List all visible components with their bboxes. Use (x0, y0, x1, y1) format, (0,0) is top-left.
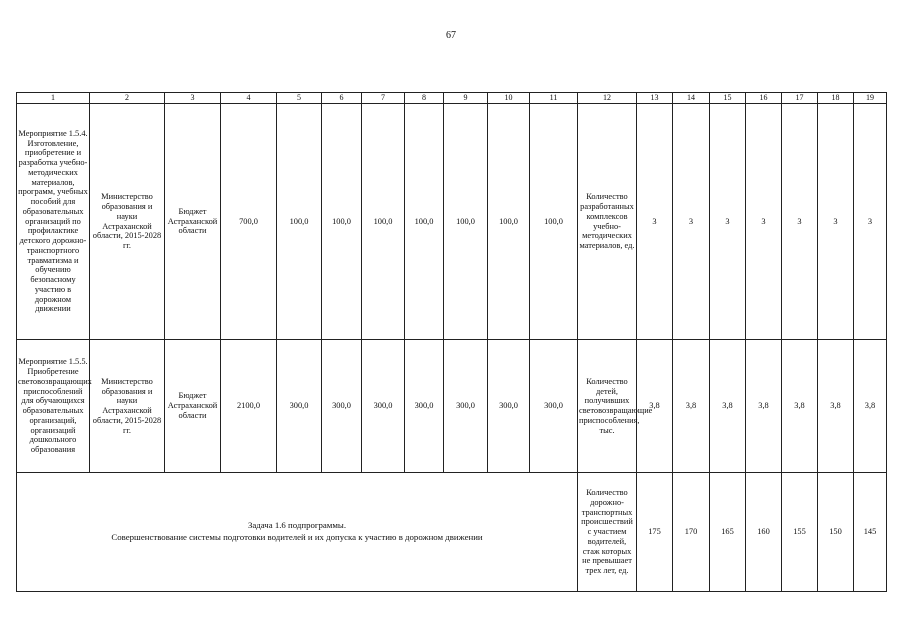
column-number: 14 (673, 93, 710, 104)
column-number: 18 (818, 93, 854, 104)
target-value-cell: 170 (673, 473, 710, 592)
source-cell: Бюджет Астраханской области (165, 340, 221, 473)
target-value-cell: 3 (854, 104, 887, 340)
column-number: 8 (405, 93, 444, 104)
target-value-cell: 3,8 (818, 340, 854, 473)
executor-cell: Министерство образования и науки Астраханской области, 2015-2028 гг. (90, 104, 165, 340)
year-value-cell: 300,0 (277, 340, 322, 473)
column-number: 16 (746, 93, 782, 104)
column-number: 11 (530, 93, 578, 104)
column-number: 4 (221, 93, 277, 104)
target-value-cell: 3 (746, 104, 782, 340)
year-value-cell: 300,0 (488, 340, 530, 473)
column-number-row (17, 93, 887, 104)
target-value-cell: 3,8 (782, 340, 818, 473)
target-value-cell: 150 (818, 473, 854, 592)
target-value-cell: 155 (782, 473, 818, 592)
target-value-cell: 3 (637, 104, 673, 340)
column-number: 17 (782, 93, 818, 104)
column-number: 15 (710, 93, 746, 104)
year-value-cell: 100,0 (444, 104, 488, 340)
target-value-cell: 3,8 (637, 340, 673, 473)
program-table (16, 92, 887, 592)
column-number: 3 (165, 93, 221, 104)
measure-cell: Мероприятие 1.5.4. Изготовление, приобретение и разработка учебно-методических материалов, программ, учебных пособий для образовательных организаций по профилактике детского дорожно-транспортного травматизма и обучению безопасному участию в дорожном движении (17, 104, 90, 340)
year-value-cell: 300,0 (444, 340, 488, 473)
year-value-cell: 100,0 (530, 104, 578, 340)
target-value-cell: 145 (854, 473, 887, 592)
measure-cell: Мероприятие 1.5.5. Приобретение световозвращающих приспособлений для обучающихся образовательных организаций, организаций дошкольного образования (17, 340, 90, 473)
column-number: 6 (322, 93, 362, 104)
column-number: 12 (578, 93, 637, 104)
year-value-cell: 100,0 (362, 104, 405, 340)
column-number: 19 (854, 93, 887, 104)
table-row (17, 104, 887, 340)
column-number: 5 (277, 93, 322, 104)
executor-cell: Министерство образования и науки Астраханской области, 2015-2028 гг. (90, 340, 165, 473)
source-cell: Бюджет Астраханской области (165, 104, 221, 340)
year-value-cell: 100,0 (277, 104, 322, 340)
column-number: 13 (637, 93, 673, 104)
target-value-cell: 165 (710, 473, 746, 592)
table-row (17, 473, 887, 592)
year-value-cell: 100,0 (405, 104, 444, 340)
target-value-cell: 3,8 (710, 340, 746, 473)
year-value-cell: 100,0 (488, 104, 530, 340)
target-value-cell: 3,8 (673, 340, 710, 473)
indicator-cell: Количество разработанных комплексов учебно-методических материалов, ед. (578, 104, 637, 340)
indicator-cell: Количество детей, получивших световозвращающие приспособления, тыс. (578, 340, 637, 473)
year-value-cell: 100,0 (322, 104, 362, 340)
year-value-cell: 300,0 (362, 340, 405, 473)
target-value-cell: 3 (710, 104, 746, 340)
task-heading-cell (17, 473, 578, 592)
column-number: 1 (17, 93, 90, 104)
target-value-cell: 3,8 (854, 340, 887, 473)
target-value-cell: 3 (782, 104, 818, 340)
column-number: 7 (362, 93, 405, 104)
target-value-cell: 3 (818, 104, 854, 340)
table-row (17, 340, 887, 473)
indicator-cell: Количество дорожно-транспортных происшествий с участием водителей, стаж которых не превышает трех лет, ед. (578, 473, 637, 592)
column-number: 9 (444, 93, 488, 104)
target-value-cell: 3 (673, 104, 710, 340)
page-number: 67 (446, 30, 456, 41)
target-value-cell: 160 (746, 473, 782, 592)
target-value-cell: 175 (637, 473, 673, 592)
total-cell: 2100,0 (221, 340, 277, 473)
year-value-cell: 300,0 (530, 340, 578, 473)
column-number: 10 (488, 93, 530, 104)
target-value-cell: 3,8 (746, 340, 782, 473)
column-number: 2 (90, 93, 165, 104)
year-value-cell: 300,0 (405, 340, 444, 473)
task-description: Совершенствование системы подготовки водителей и их допуска к участию в дорожном движении (111, 532, 483, 542)
year-value-cell: 300,0 (322, 340, 362, 473)
total-cell: 700,0 (221, 104, 277, 340)
task-title: Задача 1.6 подпрограммы. (247, 520, 347, 531)
